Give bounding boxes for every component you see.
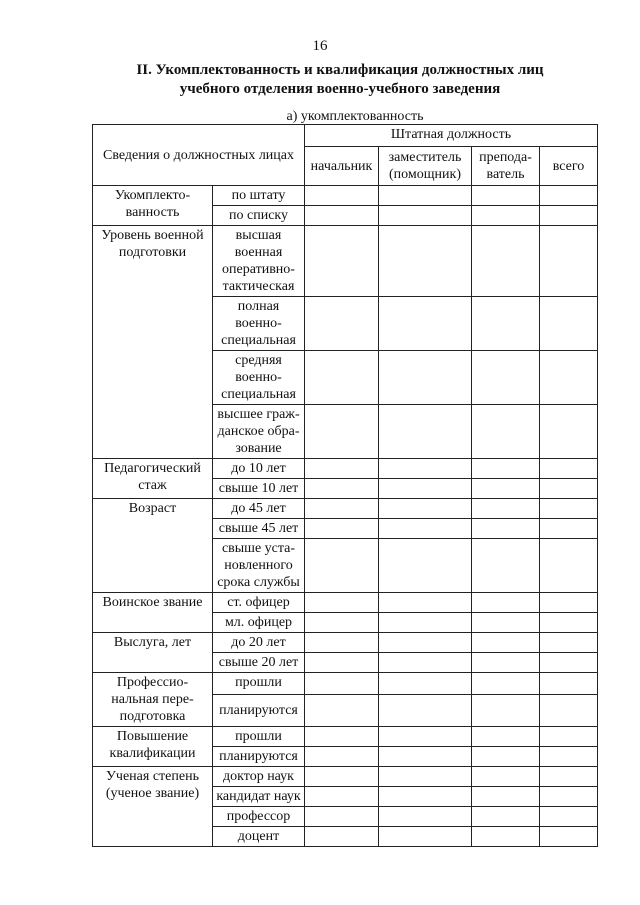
data-cell (305, 653, 379, 673)
data-cell (472, 727, 540, 747)
data-cell (472, 479, 540, 499)
row-label (213, 653, 305, 673)
data-cell (305, 787, 379, 807)
data-cell (472, 206, 540, 226)
header-col-teacher (472, 147, 540, 186)
row-label-text: свыше 20 лет (218, 655, 299, 670)
data-cell (379, 593, 472, 613)
header-position-group (305, 125, 598, 147)
row-label-text: свыше 10 лет (218, 481, 299, 496)
data-cell (379, 206, 472, 226)
data-cell (305, 539, 379, 593)
data-cell (305, 807, 379, 827)
row-label (213, 297, 305, 351)
data-cell (305, 519, 379, 539)
data-cell (540, 613, 598, 633)
row-label-text: доктор наук (223, 769, 294, 784)
header-col-deputy (379, 147, 472, 186)
row-label-text: кандидат наук (216, 789, 301, 804)
data-cell (472, 633, 540, 653)
row-label (213, 479, 305, 499)
row-label (213, 767, 305, 787)
data-cell (379, 787, 472, 807)
data-cell (379, 186, 472, 206)
data-cell (379, 633, 472, 653)
section-heading-line-1: II. Укомплектованность и квалификация должностных лиц (136, 62, 544, 78)
data-cell (379, 653, 472, 673)
row-label (213, 226, 305, 297)
group-label-text: Воинское звание (102, 595, 203, 610)
data-cell (305, 747, 379, 767)
row-label (213, 807, 305, 827)
row-label-text: мл. офицер (224, 615, 293, 630)
row-label-text: полная военно-специальная (221, 299, 296, 348)
row-label-text: прошли (235, 675, 282, 690)
data-cell (305, 499, 379, 519)
staffing-table (92, 124, 598, 847)
data-cell (540, 226, 598, 297)
header-col-chief-label: начальник (310, 158, 373, 174)
row-label (213, 459, 305, 479)
data-cell (472, 653, 540, 673)
group-label-text: Педагогический стаж (104, 461, 201, 493)
data-cell (472, 297, 540, 351)
data-cell (540, 297, 598, 351)
header-col-total (540, 147, 598, 186)
data-cell (305, 767, 379, 787)
section-heading-line-2: учебного отделения военно-учебного заведения (179, 81, 501, 97)
data-cell (379, 226, 472, 297)
group-label-teaching-experience (93, 459, 213, 499)
row-label-text: профессор (226, 809, 291, 824)
data-cell (379, 519, 472, 539)
data-cell (540, 405, 598, 459)
group-label-length-of-service (93, 633, 213, 673)
group-label-text: Возраст (128, 501, 177, 516)
group-label-text: Профессио-нальная пере-подготовка (111, 675, 194, 724)
row-label (213, 405, 305, 459)
data-cell (540, 539, 598, 593)
group-label-retraining (93, 673, 213, 727)
group-label-text: Ученая степень (ученое звание) (105, 769, 200, 801)
data-cell (472, 499, 540, 519)
row-label (213, 499, 305, 519)
data-cell (379, 539, 472, 593)
row-label-text: по списку (229, 208, 289, 223)
group-label-academic-degree (93, 767, 213, 847)
group-label-text: Уровень военной подготовки (101, 228, 204, 260)
row-label-text: планируются (219, 702, 298, 718)
data-cell (540, 673, 598, 695)
data-cell (379, 827, 472, 847)
row-label-text: по штату (231, 188, 286, 203)
page-number: 16 (312, 38, 328, 54)
header-position-group-label: Штатная должность (390, 127, 512, 142)
data-cell (305, 459, 379, 479)
data-cell (305, 405, 379, 459)
data-cell (379, 351, 472, 405)
data-cell (472, 673, 540, 695)
data-cell (540, 767, 598, 787)
data-cell (472, 593, 540, 613)
header-col-deputy-label: заместитель (помощник) (388, 150, 462, 182)
data-cell (305, 186, 379, 206)
group-label-age (93, 499, 213, 593)
row-label-text: высшая военная оперативно-тактическая (222, 228, 295, 294)
row-label-text: прошли (235, 729, 282, 744)
group-label-military-training (93, 226, 213, 459)
data-cell (540, 206, 598, 226)
data-cell (540, 807, 598, 827)
data-cell (540, 727, 598, 747)
row-label (213, 539, 305, 593)
row-label (213, 727, 305, 747)
row-label-text: доцент (237, 829, 280, 844)
data-cell (540, 694, 598, 726)
row-label-text: планируются (219, 749, 298, 764)
data-cell (472, 694, 540, 726)
row-label-text: ст. офицер (227, 595, 290, 610)
data-cell (472, 459, 540, 479)
data-cell (472, 519, 540, 539)
data-cell (472, 613, 540, 633)
data-cell (540, 593, 598, 613)
data-cell (379, 499, 472, 519)
row-label-text: до 20 лет (231, 635, 286, 650)
header-info-label: Сведения о должностных лицах (103, 147, 295, 163)
data-cell (305, 351, 379, 405)
row-label (213, 787, 305, 807)
row-label-text: до 10 лет (231, 461, 286, 476)
data-cell (379, 673, 472, 695)
data-cell (305, 673, 379, 695)
group-label-advanced-training (93, 727, 213, 767)
section-heading (60, 61, 620, 99)
row-label (213, 186, 305, 206)
data-cell (305, 827, 379, 847)
group-label-staffing (93, 186, 213, 226)
data-cell (305, 593, 379, 613)
row-label (213, 673, 305, 695)
data-cell (540, 787, 598, 807)
header-info-cell (93, 125, 305, 186)
data-cell (379, 747, 472, 767)
data-cell (472, 767, 540, 787)
data-cell (540, 519, 598, 539)
data-cell (540, 747, 598, 767)
data-cell (305, 633, 379, 653)
data-cell (472, 747, 540, 767)
data-cell (379, 807, 472, 827)
data-cell (540, 633, 598, 653)
data-cell (379, 405, 472, 459)
row-label (213, 694, 305, 726)
data-cell (472, 405, 540, 459)
row-label-text: до 45 лет (231, 501, 286, 516)
data-cell (305, 479, 379, 499)
data-cell (472, 807, 540, 827)
data-cell (379, 479, 472, 499)
row-label-text: свыше 45 лет (218, 521, 299, 536)
row-label-text: средняя военно-специальная (221, 353, 296, 402)
data-cell (540, 479, 598, 499)
data-cell (540, 186, 598, 206)
group-label-military-rank (93, 593, 213, 633)
data-cell (305, 206, 379, 226)
group-label-text: Повышение квалификации (109, 729, 196, 761)
data-cell (540, 827, 598, 847)
row-label (213, 747, 305, 767)
data-cell (379, 767, 472, 787)
data-cell (379, 459, 472, 479)
row-label (213, 519, 305, 539)
table-subtitle: а) укомплектованность (286, 109, 424, 124)
group-label-text: Выслуга, лет (113, 635, 192, 650)
data-cell (472, 186, 540, 206)
data-cell (472, 351, 540, 405)
row-label (213, 206, 305, 226)
data-cell (379, 297, 472, 351)
row-label (213, 613, 305, 633)
row-label (213, 593, 305, 613)
data-cell (472, 539, 540, 593)
data-cell (305, 694, 379, 726)
data-cell (305, 727, 379, 747)
data-cell (540, 459, 598, 479)
data-cell (379, 727, 472, 747)
data-cell (472, 787, 540, 807)
data-cell (305, 297, 379, 351)
data-cell (379, 694, 472, 726)
data-cell (305, 226, 379, 297)
row-label (213, 827, 305, 847)
data-cell (379, 613, 472, 633)
data-cell (472, 226, 540, 297)
group-label-text: Укомплекто-ванность (114, 188, 191, 220)
row-label-text: свыше уста-новленного срока службы (217, 541, 300, 590)
data-cell (305, 613, 379, 633)
row-label (213, 351, 305, 405)
header-col-teacher-label: препода-ватель (479, 150, 532, 182)
data-cell (472, 827, 540, 847)
data-cell (540, 653, 598, 673)
data-cell (540, 351, 598, 405)
header-col-total-label: всего (552, 158, 585, 174)
data-cell (540, 499, 598, 519)
row-label-text: высшее граж-данское обра-зование (217, 407, 300, 456)
header-col-chief (305, 147, 379, 186)
row-label (213, 633, 305, 653)
